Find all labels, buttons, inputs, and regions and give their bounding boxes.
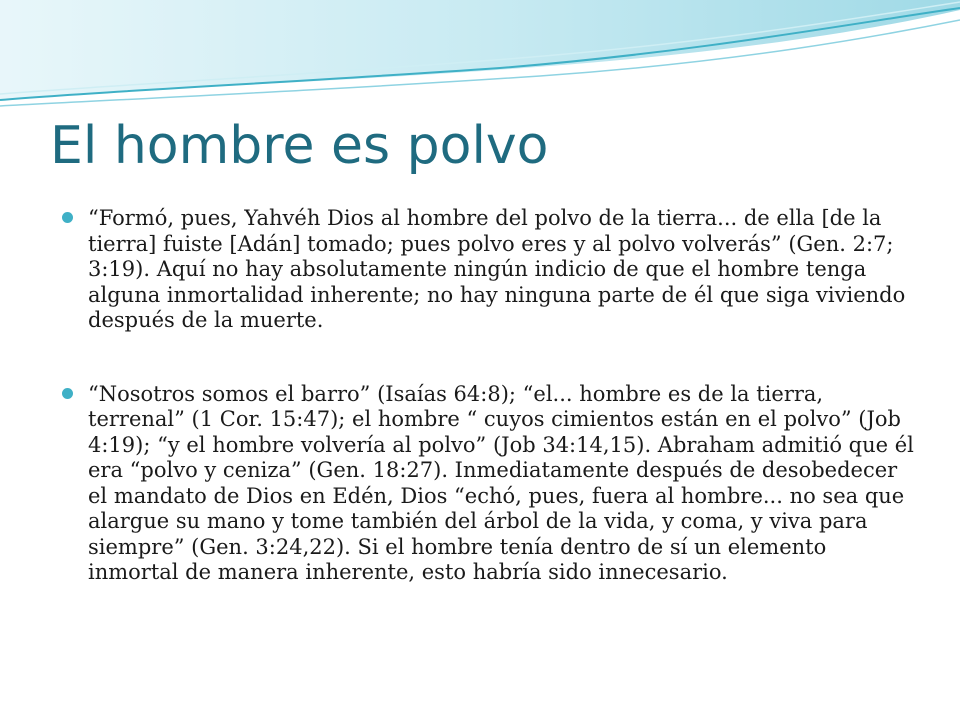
bullet-text-2: “Nosotros somos el barro” (Isaías 64:8); “el... hombre es de la tierra, terrenal” (1 Cor. 15:47); el hombre “ cuyos cimientos están en el polvo” (Job 4:19); “y el hombre volvería al polvo” (Job 34:14,15). Abraham admitió que él era “polvo y ceniza” (Gen. 18:27). Inmediatamente después de desobedecer el mandato de Dios en Edén, Dios “echó, pues, fuera al hombre... no sea que alargue su mano y tome también del árbol de la vida, y coma, y viva para siempre” (Gen. 3:24,22). Si el hombre tenía dentro de sí un elemento inmortal de manera inherente, esto habría sido innecesario. [88, 381, 914, 584]
bullet-item-1 [60, 206, 920, 334]
bullet-text-1: “Formó, pues, Yahvéh Dios al hombre del polvo de la tierra... de ella [de la tierra] fuiste [Adán] tomado; pues polvo eres y al polvo volverás” (Gen. 2:7; 3:19). Aquí no hay absolutamente ningún indicio de que el hombre tenga alguna inmortalidad inherente; no hay ninguna parte de él que siga viviendo después de la muerte. [88, 206, 906, 332]
header-wave-decoration [0, 0, 960, 120]
slide-title: El hombre es polvo [50, 116, 549, 176]
bullet-item-2 [60, 382, 920, 586]
wave-fill [0, 0, 960, 100]
bullet-dot-icon [62, 212, 73, 223]
bullet-dot-icon [62, 388, 73, 399]
bullet-list [60, 206, 920, 586]
